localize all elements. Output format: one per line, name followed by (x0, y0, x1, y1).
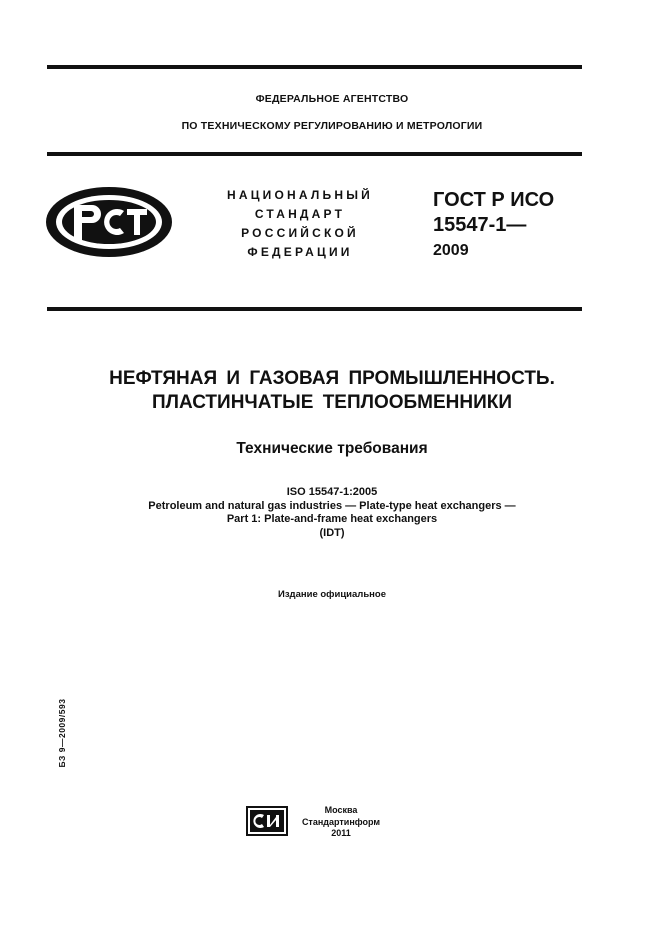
iso-reference (47, 486, 617, 540)
designation-line-2: 15547-1— (433, 214, 527, 236)
document-subtitle: Технические требования (236, 440, 428, 457)
side-catalog-code: БЗ 9—2009/593 (57, 698, 67, 768)
national-line-4: ФЕДЕРАЦИИ (247, 245, 353, 259)
national-standard-label (210, 186, 390, 262)
publisher-year: 2011 (331, 828, 351, 838)
standartinform-logo (246, 806, 288, 836)
document-title (47, 367, 617, 415)
header-rule (47, 152, 582, 156)
iso-title-line-1: Petroleum and natural gas industries — Plate-type heat exchangers — (148, 499, 516, 512)
agency-line-1: ФЕДЕРАЛЬНОЕ АГЕНТСТВО (255, 93, 409, 105)
edition-label: Издание официальное (278, 589, 386, 600)
national-line-1: НАЦИОНАЛЬНЫЙ (226, 188, 374, 202)
block-rule (47, 307, 582, 311)
iso-identity: (IDT) (319, 526, 345, 539)
iso-title-line-2: Part 1: Plate-and-frame heat exchangers (226, 513, 438, 525)
title-line-1: НЕФТЯНАЯ И ГАЗОВАЯ ПРОМЫШЛЕННОСТЬ. (109, 368, 555, 389)
publisher-city: Москва (324, 805, 358, 815)
national-line-2: СТАНДАРТ (254, 207, 346, 221)
standard-designation (433, 188, 554, 263)
publisher-block (296, 805, 386, 840)
title-line-2: ПЛАСТИНЧАТЫЕ ТЕПЛООБМЕННИКИ (151, 392, 513, 413)
agency-line-2: ПО ТЕХНИЧЕСКОМУ РЕГУЛИРОВАНИЮ И МЕТРОЛОГИИ (181, 120, 483, 132)
national-line-3: РОССИЙСКОЙ (241, 226, 359, 240)
designation-year: 2009 (433, 242, 469, 259)
iso-code: ISO 15547-1:2005 (286, 486, 378, 498)
designation-line-1: ГОСТ Р ИСО (433, 189, 555, 211)
gost-r-logo (44, 185, 174, 259)
publisher-name: Стандартинформ (301, 816, 381, 827)
top-rule (47, 65, 582, 69)
